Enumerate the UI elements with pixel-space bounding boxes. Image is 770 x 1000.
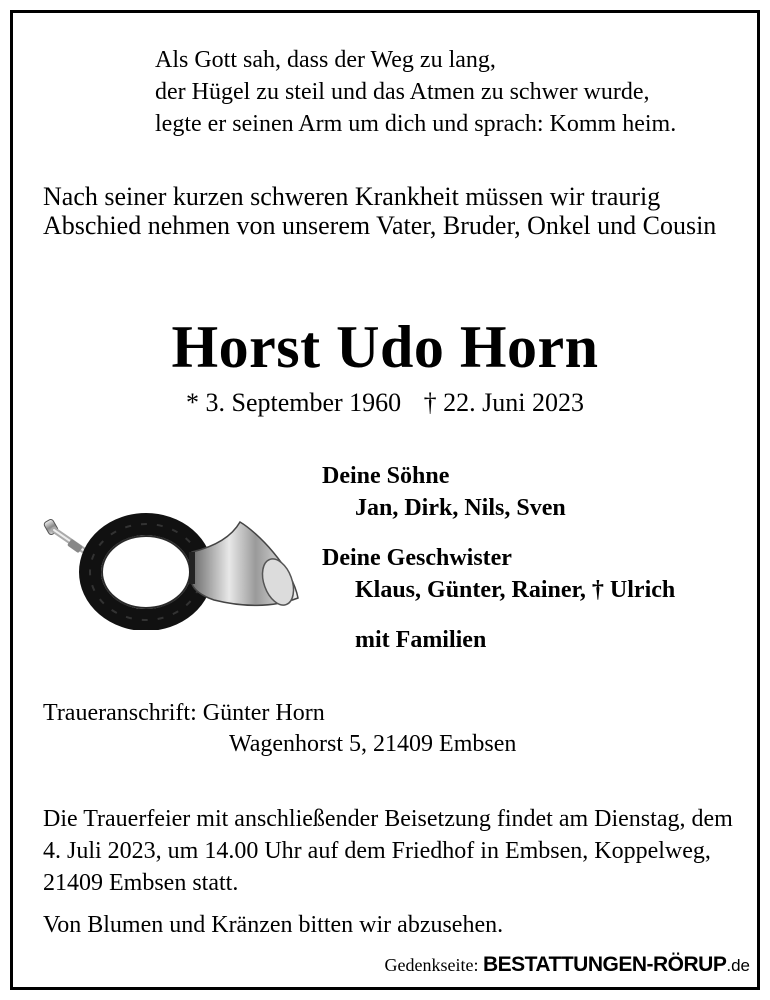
with-families: mit Familien <box>355 627 487 653</box>
mourning-address <box>43 698 516 760</box>
horn-mouthpiece <box>43 518 86 553</box>
sons-heading: Deine Söhne <box>322 463 450 489</box>
horn-bell <box>192 522 299 609</box>
intro-text: Nach seiner kurzen schweren Krankheit müssen wir traurig Abschied nehmen von unserem Vater, Bruder, Onkel und Cousin <box>43 182 717 240</box>
address-line-2: Wagenhorst 5, 21409 Embsen <box>229 731 517 757</box>
sons-group <box>322 460 675 524</box>
flowers-note: Von Blumen und Kränzen bitten wir abzusehen. <box>43 912 504 938</box>
memorial-page-link[interactable] <box>385 953 751 978</box>
siblings-group <box>322 542 675 606</box>
footer-label: Gedenkseite: <box>384 955 479 975</box>
sons-names: Jan, Dirk, Nils, Sven <box>355 495 566 521</box>
poem-line: Als Gott sah, dass der Weg zu lang, <box>155 47 496 73</box>
siblings-names: Klaus, Günter, Rainer, † Ulrich <box>355 577 676 603</box>
poem-line: der Hügel zu steil und das Atmen zu schwer wurde, <box>155 79 650 105</box>
poem <box>155 44 676 140</box>
post-horn-icon <box>42 512 302 630</box>
death-date: † 22. Juni 2023 <box>423 388 585 417</box>
poem-line: legte er seinen Arm um dich und sprach: Komm heim. <box>155 111 677 137</box>
siblings-heading: Deine Geschwister <box>322 545 512 571</box>
horn-coil <box>90 524 202 620</box>
family-list <box>322 460 675 656</box>
deceased-name: Horst Udo Horn <box>171 314 599 380</box>
address-line-1: Traueranschrift: Günter Horn <box>43 700 325 726</box>
birth-date: * 3. September 1960 <box>185 388 402 417</box>
footer-tld: .de <box>726 956 750 975</box>
ceremony-text: Die Trauerfeier mit anschließender Beisetzung findet am Dienstag, dem 4. Juli 2023, um 14.00 Uhr auf dem Friedhof in Embsen, Koppelweg, 21409 Embsen statt. <box>43 806 733 896</box>
footer-brand: BESTATTUNGEN-RÖRUP <box>482 953 727 976</box>
life-dates <box>0 388 770 418</box>
